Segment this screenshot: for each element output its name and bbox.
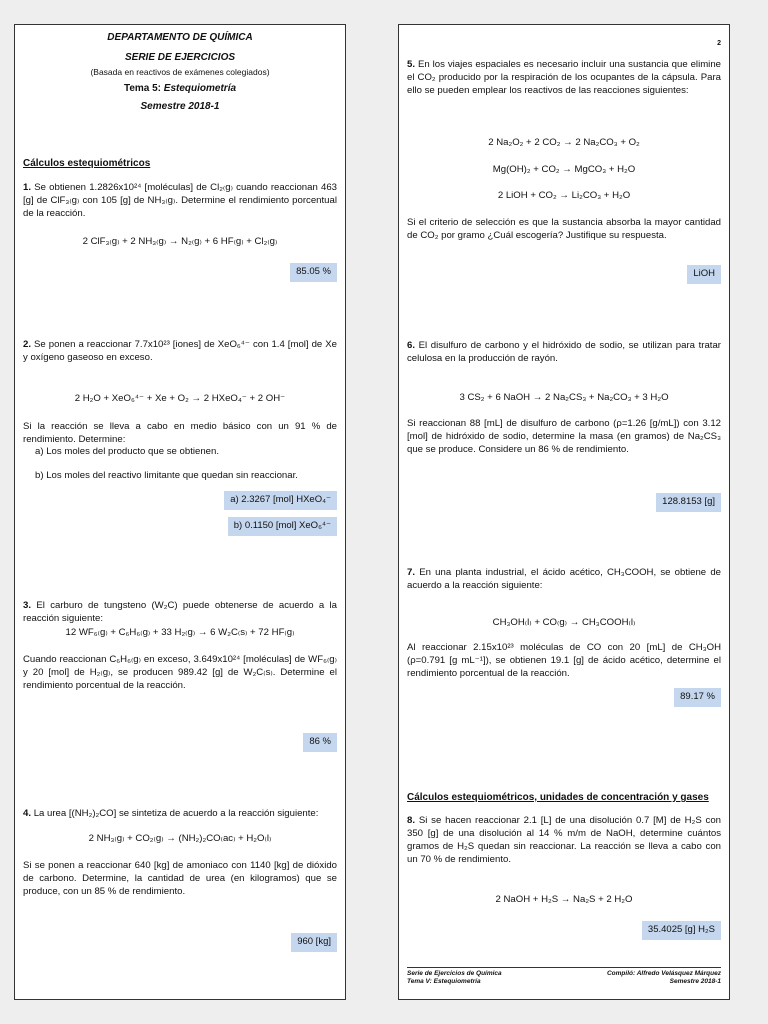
problem-1-answer: 85.05 % bbox=[290, 263, 337, 282]
problem-2-item-a: a) Los moles del producto que se obtienen. bbox=[35, 446, 220, 457]
problem-5-equation-3: 2 LiOH + CO₂ → Li₂CO₃ + H₂O bbox=[497, 190, 631, 201]
document-header bbox=[15, 31, 345, 113]
problem-5-answer: LiOH bbox=[687, 265, 721, 284]
problem-2-instructions: Si la reacción se lleva a cabo en medio básico con un 91 % de rendimiento. Determine: bbox=[23, 421, 337, 445]
footer-series: Serie de Ejercicios de Química bbox=[407, 970, 502, 978]
footer-compiler: Compiló: Alfredo Velásquez Márquez bbox=[606, 970, 721, 978]
problem-2-answer-a: a) 2.3267 [mol] HXeO₄⁻ bbox=[224, 491, 337, 510]
problem-5-number: 5. bbox=[407, 59, 416, 70]
problem-5-equation-1: 2 Na₂O₂ + 2 CO₂ → 2 Na₂CO₃ + O₂ bbox=[488, 137, 640, 148]
problem-7-equation: CH₃OH₍l₎ + CO₍g₎ → CH₃COOH₍l₎ bbox=[492, 617, 636, 628]
problem-5-text: 5. En los viajes espaciales es necesario incluir una sustancia que elimine el CO₂ producido por la respiración de los ocupantes de la cápsula. Para ello se pueden emplear los reactivos de las reacciones siguientes: bbox=[407, 59, 721, 96]
problem-1-text: 1. Se obtienen 1.2826x10²⁴ [moléculas] de Cl₂₍g₎ cuando reaccionan 463 [g] de ClF₃₍g₎ con 105 [g] de NH₃₍g₎. Determine el rendimiento porcentual de la reacción. bbox=[23, 182, 338, 219]
problem-2-item-b: b) Los moles del reactivo limitante que quedan sin reaccionar. bbox=[35, 470, 298, 481]
series-subtitle: (Basada en reactivos de exámenes colegiados) bbox=[90, 67, 270, 77]
problem-3-question: Cuando reaccionan C₆H₆₍g₎ en exceso, 3.649x10²⁴ [moléculas] de WF₆₍g₎ y 20 [mol] de H₂₍g₎, se producen 989.42 [g] de W₂C₍s₎. Determine el rendimiento porcentual de la reacción. bbox=[23, 654, 337, 691]
problem-6-question: Si reaccionan 88 [mL] de disulfuro de carbono (ρ=1.26 [g/mL]) con 3.12 [mol] de hidróxido de sodio, determine la masa (en gramos) de Na₂CS₃ que se produce. Considere un 86 % de rendimiento. bbox=[407, 418, 721, 455]
problem-7-text: 7. En una planta industrial, el ácido acético, CH₃COOH, se obtiene de acuerdo a la reacción siguiente: bbox=[407, 567, 721, 591]
problem-4-question: Si se ponen a reaccionar 640 [kg] de amoniaco con 1140 [kg] de dióxido de carbono. Determine, la cantidad de urea (en kilogramos) que se produce, con un 85 % de rendimiento. bbox=[23, 860, 337, 897]
section-title-2: Cálculos estequiométricos, unidades de concentración y gases bbox=[407, 792, 709, 803]
problem-1-equation: 2 ClF₃₍g₎ + 2 NH₃₍g₎ → N₂₍g₎ + 6 HF₍g₎ + Cl₂₍g₎ bbox=[82, 236, 278, 247]
problem-8-equation: 2 NaOH + H₂S → Na₂S + 2 H₂O bbox=[495, 894, 633, 905]
series-title: SERIE DE EJERCICIOS bbox=[124, 51, 236, 63]
problem-4-answer: 960 [kg] bbox=[291, 933, 337, 952]
problem-7-answer: 89.17 % bbox=[674, 688, 721, 707]
problem-4-number: 4. bbox=[23, 808, 32, 819]
problem-8-number: 8. bbox=[407, 815, 416, 826]
footer-semester: Semestre 2018-1 bbox=[669, 977, 721, 985]
problem-8-answer: 35.4025 [g] H₂S bbox=[642, 921, 721, 940]
problem-3-answer: 86 % bbox=[303, 733, 337, 752]
page-footer bbox=[407, 967, 721, 985]
theme-name: Estequiometría bbox=[163, 83, 237, 95]
theme-prefix: Tema 5: bbox=[123, 83, 162, 95]
theme-title bbox=[15, 82, 345, 96]
problem-6-equation: 3 CS₂ + 6 NaOH → 2 Na₂CS₃ + Na₂CO₃ + 3 H₂O bbox=[459, 392, 669, 403]
footer-theme: Tema V: Estequiometría bbox=[407, 977, 481, 985]
page-2 bbox=[398, 24, 730, 1000]
page-number: 2 bbox=[717, 40, 721, 47]
problem-6-text: 6. El disulfuro de carbono y el hidróxido de sodio, se utilizan para tratar celulosa en la producción de rayón. bbox=[407, 340, 721, 364]
problem-5-equation-2: Mg(OH)₂ + CO₂ → MgCO₃ + H₂O bbox=[492, 164, 636, 175]
problem-6-number: 6. bbox=[407, 340, 416, 351]
problem-3-number: 3. bbox=[23, 600, 32, 611]
problem-4-text: 4. La urea [(NH₂)₂CO] se sintetiza de acuerdo a la reacción siguiente: bbox=[23, 808, 319, 819]
problem-6-answer: 128.8153 [g] bbox=[656, 493, 721, 512]
department-title: DEPARTAMENTO DE QUÍMICA bbox=[107, 32, 253, 43]
semester-title: Semestre 2018-1 bbox=[140, 100, 220, 112]
page-1 bbox=[14, 24, 346, 1000]
problem-2-equation: 2 H₂O + XeO₆⁴⁻ + Xe + O₂ → 2 HXeO₄⁻ + 2 OH⁻ bbox=[74, 393, 286, 404]
problem-2-answer-b: b) 0.1150 [mol] XeO₆⁴⁻ bbox=[228, 517, 337, 536]
problem-2-text: 2. Se ponen a reaccionar 7.7x10²³ [iones] de XeO₆⁴⁻ con 1.4 [mol] de Xe y oxígeno gaseoso en exceso. bbox=[23, 339, 337, 363]
problem-3-equation: 12 WF₆₍g₎ + C₆H₆₍g₎ + 33 H₂₍g₎ → 6 W₂C₍s₎ + 72 HF₍g₎ bbox=[65, 627, 295, 638]
problem-8-text: 8. Si se hacen reaccionar 2.1 [L] de una disolución 0.7 [M] de H₂S con 350 [g] de una disolución al 14 % m/m de NaOH, determine cuántos gramos de H₂S quedan sin reaccionar. La reacción se lleva a cabo con un 70 % de rendimiento. bbox=[407, 815, 721, 865]
problem-4-equation: 2 NH₃₍g₎ + CO₂₍g₎ → (NH₂)₂CO₍ac₎ + H₂O₍l₎ bbox=[88, 833, 272, 844]
problem-3-text: 3. El carburo de tungsteno (W₂C) puede obtenerse de acuerdo a la reacción siguiente: bbox=[23, 600, 337, 624]
problem-2-number: 2. bbox=[23, 339, 32, 350]
problem-7-question: Al reaccionar 2.15x10²³ moléculas de CO con 20 [mL] de CH₃OH (ρ=0.791 [g mL⁻¹]), se obtienen 19.1 [g] de ácido acético, determine el rendimiento porcentual de la reacción. bbox=[407, 642, 721, 679]
problem-1-number: 1. bbox=[23, 182, 32, 193]
problem-7-number: 7. bbox=[407, 567, 416, 578]
section-title: Cálculos estequiométricos bbox=[23, 158, 151, 169]
problem-5-question: Si el criterio de selección es que la sustancia absorba la mayor cantidad de CO₂ por gramo ¿Cuál escogería? Justifique su respuesta. bbox=[407, 217, 721, 241]
